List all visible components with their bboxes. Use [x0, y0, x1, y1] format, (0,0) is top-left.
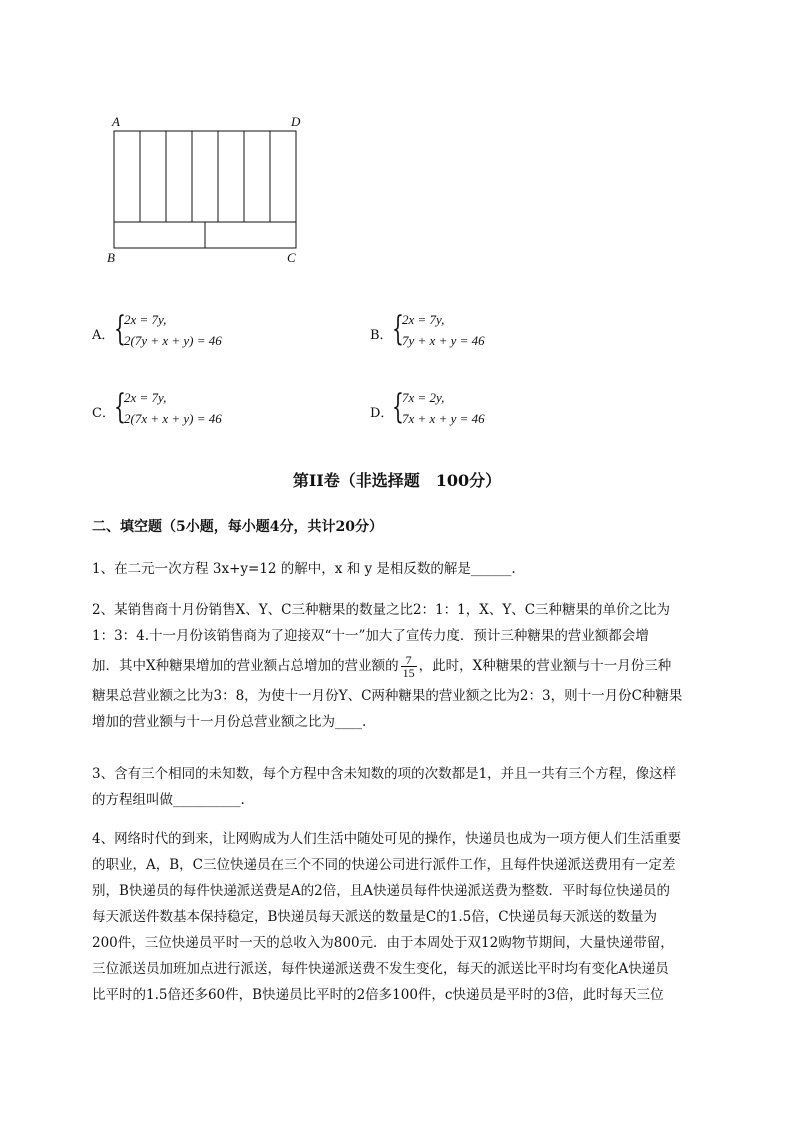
vertex-label-c: C: [287, 250, 296, 265]
option-d-eq2: 7x + x + y = 46: [402, 411, 485, 426]
question-3-line: 的方程组叫做__________.: [92, 792, 245, 808]
question-4-line: 每天派送件数基本保持稳定，B快递员每天派送的数量是C的1.5倍，C快递员每天派送的数量为: [92, 909, 658, 925]
fraction-denominator: 15: [402, 666, 415, 680]
option-a-letter: A．: [92, 328, 115, 343]
option-b: [370, 309, 630, 356]
option-d: [370, 387, 630, 434]
brace-icon: {: [392, 309, 404, 349]
rectangle-diagram: [100, 110, 315, 270]
brace-icon: {: [114, 309, 126, 349]
question-2-line: 2、某销售商十月份销售X、Y、C三种糖果的数量之比2：1：1，X、Y、C三种糖果的单价之比为: [92, 602, 671, 618]
option-c-letter: C．: [92, 406, 115, 421]
question-2: [92, 597, 752, 735]
question-2-line: 1：3：4.十一月份该销售商为了迎接双“十一”加大了宣传力度．预计三种糖果的营业额都会增: [92, 628, 649, 644]
question-4-line: 别，B快递员的每件快递派送费是A的2倍，且A快递员每件快递派送费为整数．平时每位快递员的: [92, 883, 671, 899]
question-4: [92, 826, 681, 1008]
fraction: [401, 654, 417, 679]
fraction-numerator: 7: [401, 654, 417, 667]
option-d-eq1: 7x = 2y,: [402, 390, 445, 405]
option-d-letter: D．: [370, 406, 394, 421]
question-4-line: 的职业，A，B，C三位快递员在三个不同的快递公司进行派件工作，且每件快递派送费用有一定差: [92, 857, 676, 873]
question-3: [92, 761, 676, 813]
option-b-eq2: 7y + x + y = 46: [402, 333, 485, 348]
question-2-line-part: ，此时，X种糖果的营业额与十一月份三种: [418, 658, 672, 674]
option-c-eq1: 2x = 7y,: [124, 390, 167, 405]
rectangle-figure: [100, 110, 315, 270]
question-2-line: 糖果总营业额之比为3：8，为使十一月份Y、C两种糖果的营业额之比为2：3，则十一月份C种糖果: [92, 688, 683, 704]
section-title: 第II卷（非选择题 100分）: [292, 471, 502, 490]
brace-icon: {: [114, 387, 126, 427]
option-a: [92, 309, 352, 356]
option-a-eq2: 2(7y + x + y) = 46: [124, 333, 222, 348]
option-a-eq1: 2x = 7y,: [124, 312, 167, 327]
question-2-line-part: 加．其中X种糖果增加的营业额占总增加的营业额的: [92, 658, 399, 674]
vertex-label-d: D: [291, 114, 301, 129]
question-1: 1、在二元一次方程 3x+y=12 的解中，x 和 y 是相反数的解是______.: [92, 561, 516, 577]
vertex-label-b: B: [107, 250, 115, 265]
question-4-line: 比平时的1.5倍还多60件，B快递员比平时的2倍多100件，c快递员是平时的3倍，此时每天三位: [92, 987, 664, 1003]
question-4-line: 三位派送员加班加点进行派送，每件快递派送费不发生变化，每天的派送比平时均有变化A快递员: [92, 961, 669, 977]
question-4-line: 200件，三位快递员平时一天的总收入为800元．由于本周处于双12购物节期间，大量快递带留，: [92, 935, 674, 951]
option-c: [92, 387, 352, 434]
brace-icon: {: [392, 387, 404, 427]
question-3-line: 3、含有三个相同的未知数，每个方程中含未知数的项的次数都是1，并且一共有三个方程，像这样: [92, 766, 677, 782]
question-2-line-with-fraction: [92, 649, 752, 683]
question-2-line: 增加的营业额与十一月份总营业额之比为____.: [92, 714, 367, 730]
section-subtitle: 二、填空题（5小题，每小题4分，共计20分）: [92, 519, 383, 535]
question-4-line: 4、网络时代的到来，让网购成为人们生活中随处可见的操作，快递员也成为一项方便人们生活重要: [92, 831, 682, 847]
option-c-eq2: 2(7x + x + y) = 46: [124, 411, 222, 426]
option-b-eq1: 2x = 7y,: [402, 312, 445, 327]
vertex-label-a: A: [112, 114, 120, 129]
option-b-letter: B．: [370, 328, 393, 343]
